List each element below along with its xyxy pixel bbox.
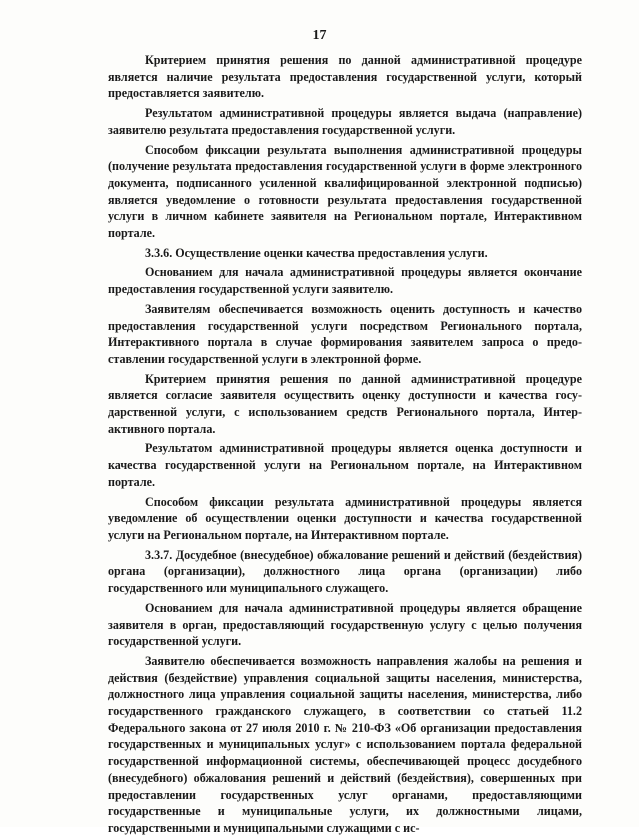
page-number: 17: [312, 28, 327, 43]
paragraph: Способом фиксации результата административной процедуры является уведомление об осуществлении оценки доступности и качества государственной услуги на Региональном портале, на Интерактивном портале.: [108, 494, 582, 542]
document-body: [108, 52, 582, 840]
paragraph: Критерием принятия решения по данной административной процедуре является наличие результата предоставления государственной услуги, который предоставляется заявителю.: [108, 53, 582, 101]
paragraph: Заявителям обеспечивается возможность оценить доступность и качество предоставления государственной услуги посредством Регионального портала, Интерактивного портала в случае формирования заявителем запроса о предоставлении государственной услуги в электронной форме.: [108, 301, 582, 366]
paragraph: Критерием принятия решения по данной административной процедуре является согласие заявителя осуществить оценку доступности и качества государственной услуги, с использованием средств Регионального портала, Интерактивного портала.: [108, 371, 582, 436]
paragraph: Заявителю обеспечивается возможность направления жалобы на решения и действия (бездействие) управления социальной защиты населения, министерства, должностного лица управления социальной защиты населения, министерства, либо государственного гражданского служащего, в соответствии со статьей 11.2 Федерального закона от 27 июля 2010 г. № 210-ФЗ «Об организации предоставления государственных и муниципальных услуг» с использованием портала федеральной государственной информационной системы, обеспечивающей процесс досудебного (внесудебного) обжалования решений и действий (бездействия), совершенных при предоставлении государственных услуг органами, предоставляющими государственные и муниципальные услуги, их должностными лицами, государственными и муниципальными служащими с ис-: [108, 653, 582, 835]
paragraph: Основанием для начала административной процедуры является окончание предоставления государственной услуги заявителю.: [108, 265, 582, 297]
section-heading: 3.3.6. Осуществление оценки качества предоставления услуги.: [145, 245, 488, 260]
section-heading: 3.3.7. Досудебное (внесудебное) обжалование решений и действий (бездействия) органа (организации), должностного лица органа (организации) либо государственного или муниципального служащего.: [108, 547, 582, 596]
paragraph: Основанием для начала административной процедуры является обращение заявителя в орган, предоставляющий государственную услугу с целью получения государственной услуги.: [108, 600, 582, 649]
paragraph: Результатом административной процедуры является оценка доступности и качества государственной услуги на Региональном портале, на Интерактивном портале.: [108, 441, 582, 489]
paragraph: Способом фиксации результата выполнения административной процедуры (получение результата предоставления государственной услуги в форме электронного документа, подписанного усиленной квалифицированной электронной подписью) является уведомление о готовности результата предоставления государственной услуги в личном кабинете заявителя на Региональном портале, Интерактивном портале.: [108, 142, 582, 241]
paragraph: Результатом административной процедуры является выдача (направление) заявителю результата предоставления государственной услуги.: [108, 106, 582, 137]
